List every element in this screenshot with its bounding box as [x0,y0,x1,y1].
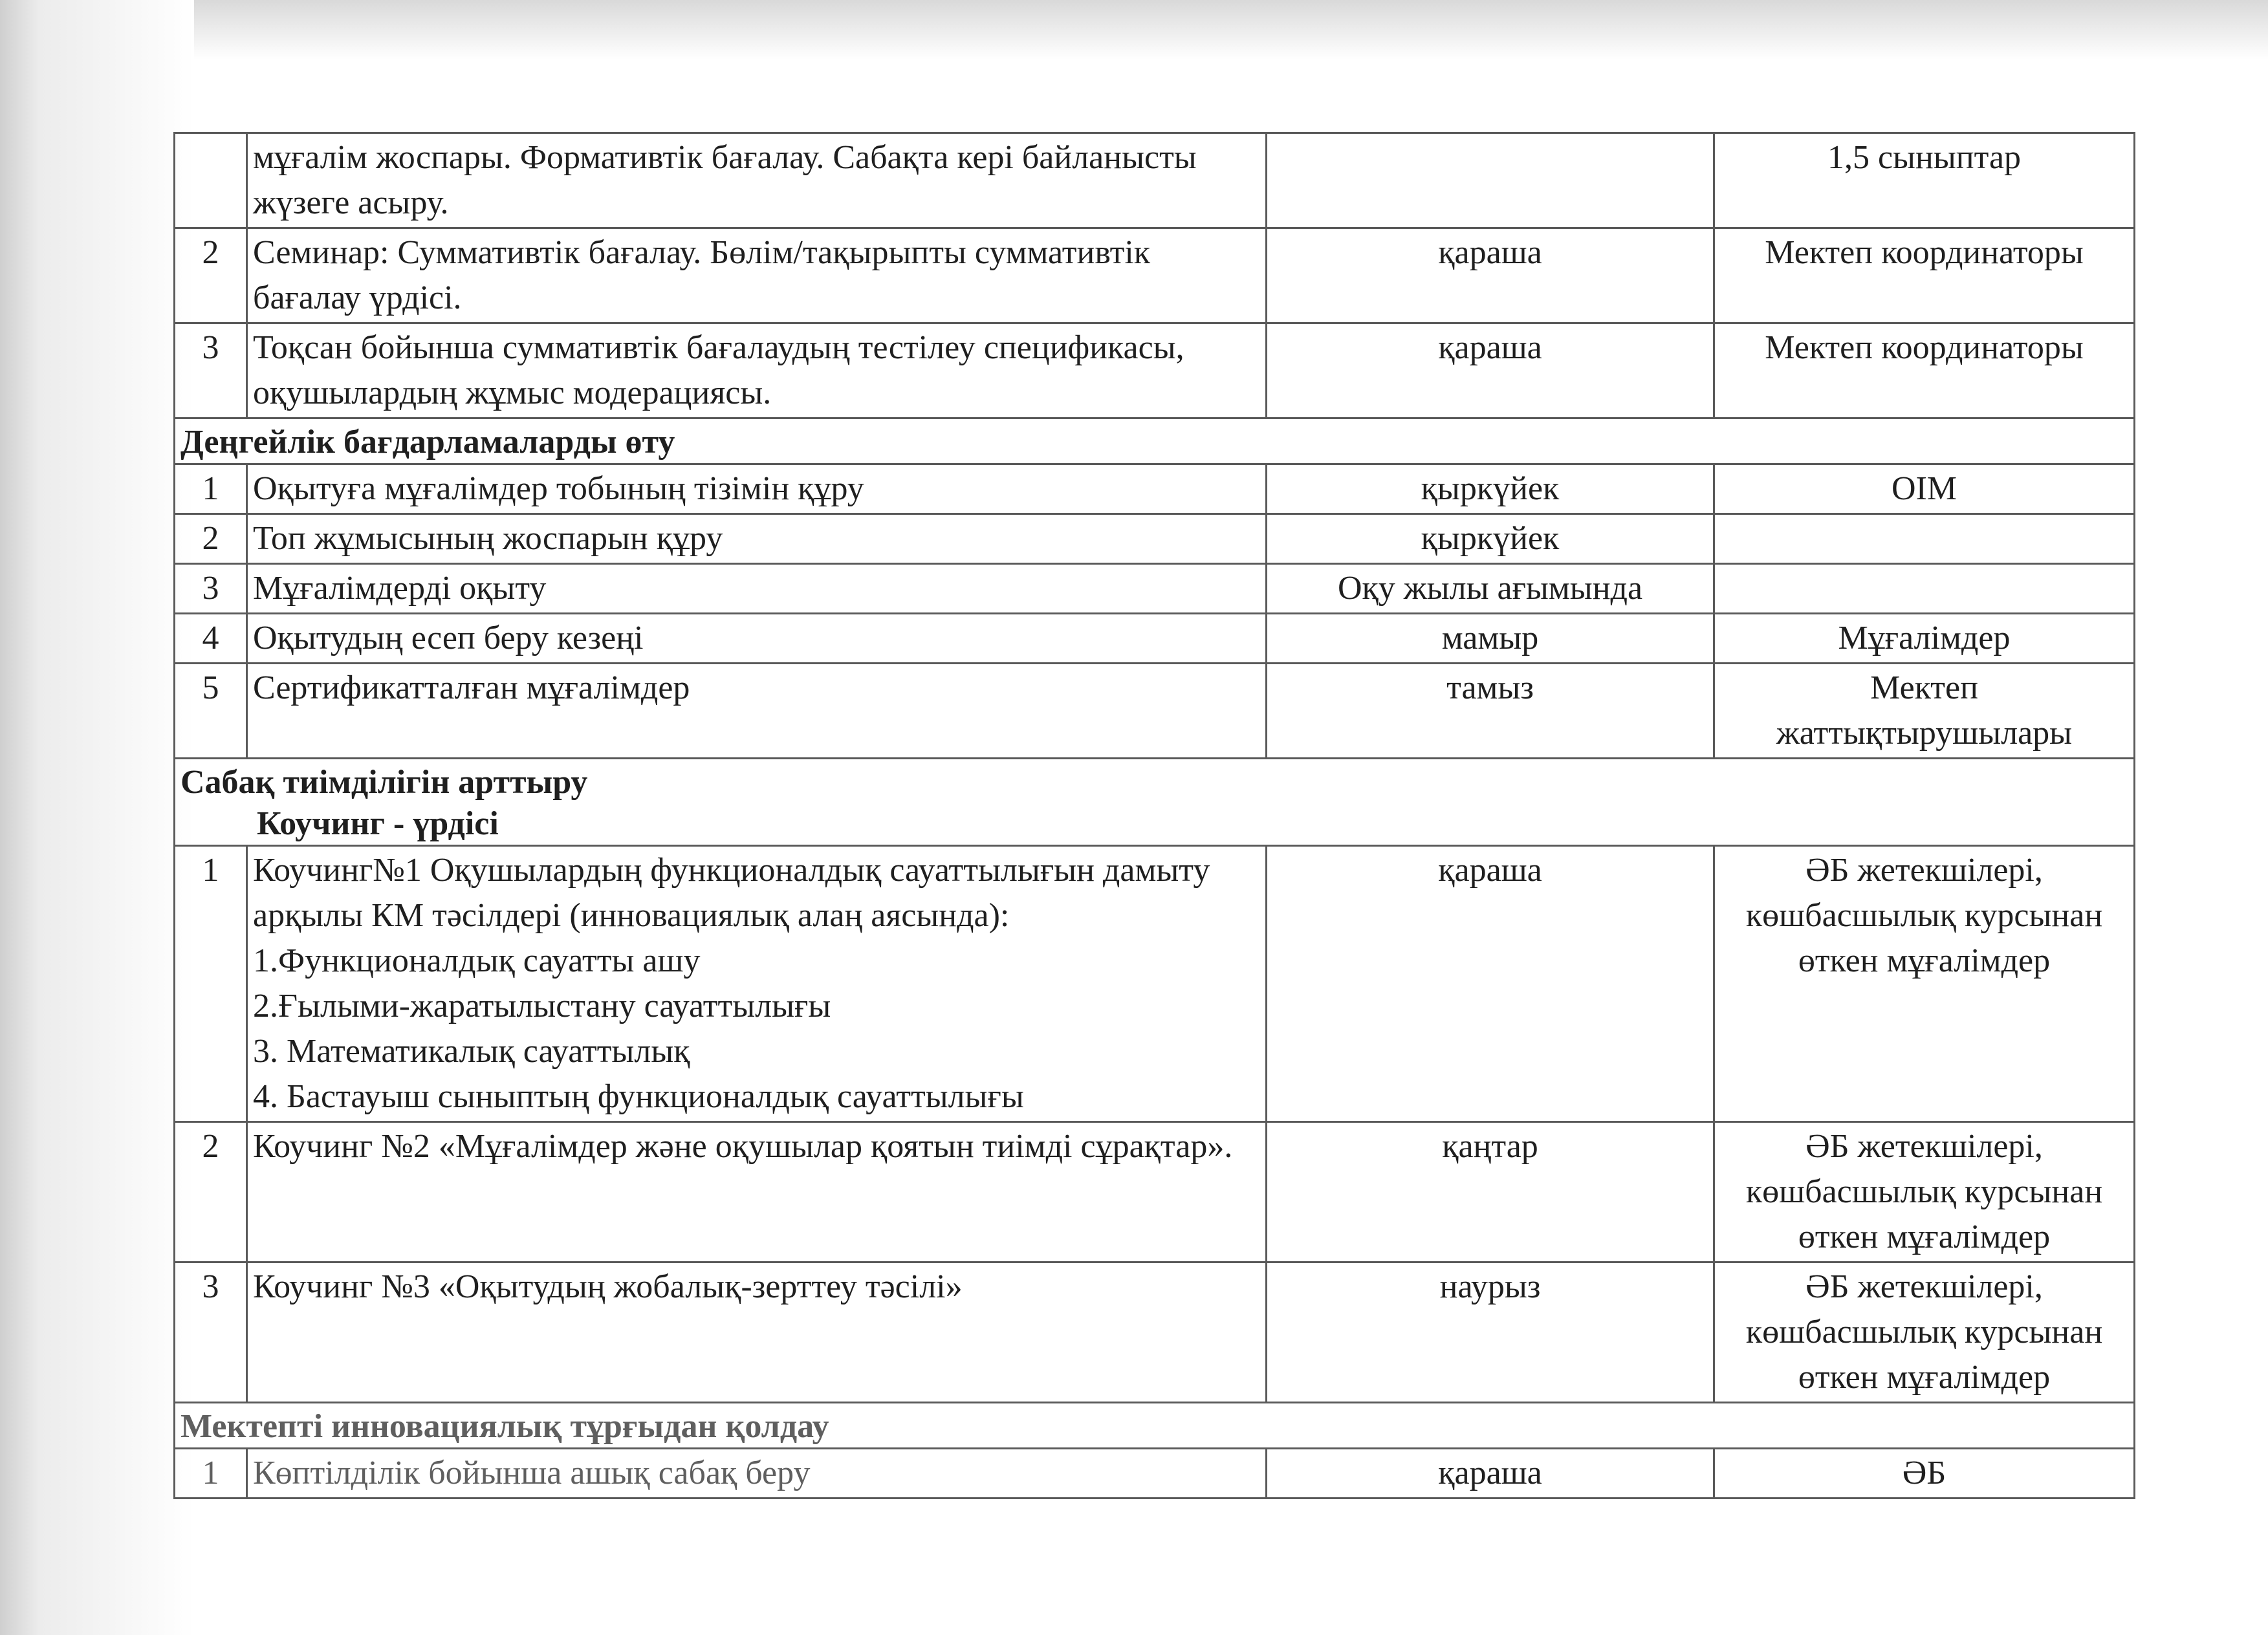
list-item: 1.Функционалдық сауатты ашу [253,942,701,979]
row-responsible: ӘБ жетекшілері, көшбасшылық курсынан өткен мұғалімдер [1714,1262,2135,1403]
table-row [175,664,2135,759]
table-row [175,1262,2135,1403]
row-responsible: ӘБ [1714,1449,2135,1499]
row-responsible: ОІМ [1714,464,2135,514]
row-number: 1 [175,846,247,1122]
row-responsible: ӘБ жетекшілері, көшбасшылық курсынан өткен мұғалімдер [1714,846,2135,1122]
row-activity: Оқытуға мұғалімдер тобының тізімін құру [247,464,1267,514]
row-activity: мұғалім жоспары. Формативтік бағалау. Сабақта кері байланысты жүзеге асыру. [247,133,1267,228]
table-row [175,514,2135,564]
section-title: Мектепті инновациялық тұрғыдан қолдау [175,1403,2135,1449]
row-activity: Семинар: Суммативтік бағалау. Бөлім/тақырыпты суммативтік бағалау үрдісі. [247,228,1267,323]
table-row [175,564,2135,614]
scan-top-shadow [0,0,2268,60]
row-date: тамыз [1267,664,1714,759]
row-number: 4 [175,614,247,664]
row-number: 2 [175,1122,247,1262]
row-number [175,133,247,228]
row-date: наурыз [1267,1262,1714,1403]
table-row [175,1122,2135,1262]
section-header-row [175,418,2135,464]
row-number: 1 [175,464,247,514]
plan-table [173,132,2135,1499]
row-responsible: Мектеп жаттықтырушылары [1714,664,2135,759]
row-date: қыркүйек [1267,514,1714,564]
row-date: қыркүйек [1267,464,1714,514]
row-activity: Топ жұмысының жоспарын құру [247,514,1267,564]
row-date [1267,133,1714,228]
row-date: қараша [1267,846,1714,1122]
list-item: 3. Математикалық сауаттылық [253,1033,690,1070]
section-subtitle: Коучинг - үрдісі [257,805,499,842]
section-title-cell [175,759,2135,846]
row-activity: Коучинг №3 «Оқытудың жобалық-зерттеу тәсілі» [247,1262,1267,1403]
list-item: 4. Бастауыш сыныптың функционалдық сауаттылығы [253,1078,1024,1115]
row-number: 2 [175,228,247,323]
row-number: 3 [175,1262,247,1403]
row-date: қараша [1267,1449,1714,1499]
table-row [175,614,2135,664]
row-activity: Мұғалімдерді оқыту [247,564,1267,614]
row-date: қараша [1267,323,1714,418]
row-responsible: Мектеп координаторы [1714,228,2135,323]
row-date: қаңтар [1267,1122,1714,1262]
section-header-row [175,1403,2135,1449]
row-number: 2 [175,514,247,564]
row-activity [247,846,1267,1122]
section-title: Деңгейлік бағдарламаларды өту [175,418,2135,464]
row-activity: Оқытудың есеп беру кезеңі [247,614,1267,664]
row-responsible: 1,5 сыныптар [1714,133,2135,228]
table-row [175,133,2135,228]
row-date: мамыр [1267,614,1714,664]
row-responsible: Мұғалімдер [1714,614,2135,664]
row-activity: Коучинг №2 «Мұғалімдер және оқушылар қоятын тиімді сұрақтар». [247,1122,1267,1262]
row-activity-text: Коучинг№1 Оқушылардың функционалдық сауаттылығын дамыту арқылы КМ тәсілдері (инновациялық алаң аясында): [253,852,1210,934]
row-responsible: ӘБ жетекшілері, көшбасшылық курсынан өткен мұғалімдер [1714,1122,2135,1262]
table-row [175,464,2135,514]
row-activity: Көптілділік бойынша ашық сабақ беру [247,1449,1267,1499]
row-number: 5 [175,664,247,759]
list-item: 2.Ғылыми-жаратылыстану сауаттылығы [253,988,831,1024]
table-row [175,1449,2135,1499]
row-date: Оқу жылы ағымында [1267,564,1714,614]
scan-left-edge [0,0,194,1635]
table-row [175,228,2135,323]
section-header-row [175,759,2135,846]
row-activity: Тоқсан бойынша суммативтік бағалаудың тестілеу спецификасы, оқушылардың жұмыс модерациясы. [247,323,1267,418]
table-row [175,323,2135,418]
row-number: 3 [175,323,247,418]
row-responsible [1714,564,2135,614]
row-activity: Сертификатталған мұғалімдер [247,664,1267,759]
document-page [173,132,2133,1499]
row-responsible: Мектеп координаторы [1714,323,2135,418]
row-number: 1 [175,1449,247,1499]
row-number: 3 [175,564,247,614]
row-responsible [1714,514,2135,564]
section-title: Сабақ тиімділігін арттыру [180,764,588,801]
table-row [175,846,2135,1122]
row-date: қараша [1267,228,1714,323]
